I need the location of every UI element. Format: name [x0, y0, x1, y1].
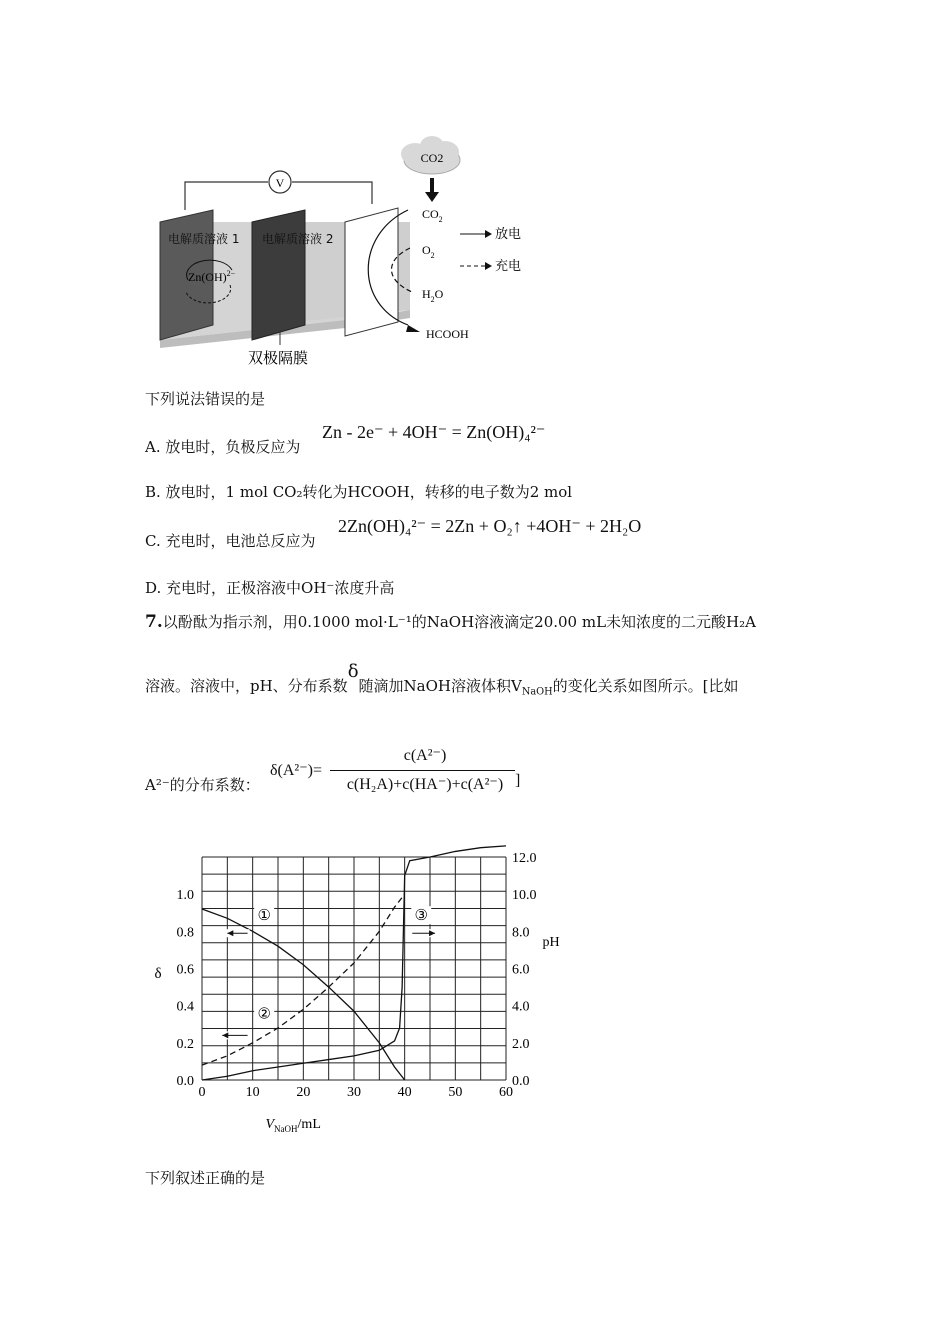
delta-formula-numerator: c(A²⁻): [403, 747, 447, 764]
y-left-tick-label: 0.8: [176, 925, 194, 941]
y-left-tick-label: 0.6: [176, 962, 194, 978]
membrane-label: 双极隔膜: [248, 349, 309, 367]
q7-line-3: A²⁻的分布系数：: [145, 776, 260, 794]
formula-close-bracket: ]: [515, 772, 521, 789]
y-right-tick-label: 2.0: [512, 1036, 530, 1052]
svg-text:V: V: [275, 176, 285, 190]
h2o-label: $H_2O$: [422, 287, 444, 304]
electrolyte-1-label: 电解质溶液 1: [168, 232, 240, 246]
y-right-tick-label: 12.0: [512, 851, 537, 866]
legend-discharge: 放电: [495, 227, 522, 242]
q6-option-d: D. 充电时，正极溶液中OH⁻浓度升高: [145, 579, 395, 597]
q6-option-c-formula: 2Zn(OH)₄²⁻ = 2Zn + O₂↑ +4OH⁻ + 2H₂O: [338, 516, 642, 536]
q7-line-2: 溶液。溶液中，pH、分布系数δ随滴加NaOH溶液体积$V_{NaOH}$的变化关系如图所示。[比如: [145, 661, 739, 698]
legend-charge: 充电: [495, 259, 522, 274]
x-tick-label: 30: [347, 1085, 361, 1100]
co2-cloud-label: CO2: [420, 151, 444, 165]
delta-symbol: δ: [347, 661, 359, 682]
q7-line-1: 7.以酚酞为指示剂，用0.1000 mol·L⁻¹的NaOH溶液滴定20.00 mL未知浓度的二元酸H₂A: [145, 612, 756, 632]
q6-option-a-formula: Zn - 2e⁻ + 4OH⁻ = Zn(OH)₄²⁻: [322, 422, 546, 442]
zincate-label: Zn(OH)$^{2-}$: [188, 269, 236, 284]
y-left-axis-label: δ: [154, 965, 162, 982]
q6-option-c: C. 充电时，电池总反应为: [145, 532, 316, 550]
hcooh-label: HCOOH: [426, 327, 469, 341]
delta-formula-denominator: c(H₂A)+c(HA⁻)+c(A²⁻): [346, 776, 504, 793]
fraction-bar: [330, 770, 515, 771]
y-left-tick-label: 0.2: [176, 1036, 194, 1052]
q7-after-chart: 下列叙述正确的是: [145, 1169, 266, 1187]
y-right-tick-label: 0.0: [512, 1074, 530, 1089]
x-tick-label: 20: [296, 1085, 311, 1100]
x-axis-label: $V_{NaOH}/mL$: [265, 1117, 321, 1134]
q6-option-a: A. 放电时，负极反应为: [145, 438, 301, 456]
y-left-tick-label: 0.4: [176, 999, 194, 1015]
x-tick-label: 10: [245, 1085, 260, 1100]
cathode-electrode: [345, 208, 398, 336]
y-right-tick-label: 10.0: [512, 888, 537, 904]
y-left-tick-label: 1.0: [176, 888, 194, 904]
battery-diagram: [140, 130, 560, 370]
y-right-tick-label: 6.0: [512, 962, 530, 978]
o2-label: $O_2$: [422, 243, 435, 260]
y-right-axis-label: pH: [542, 935, 560, 951]
curve-label-2: ②: [257, 1006, 271, 1023]
x-tick-label: 50: [448, 1085, 463, 1100]
curve-label-1: ①: [257, 908, 271, 925]
x-tick-label: 0: [198, 1085, 206, 1100]
bipolar-membrane: [252, 210, 305, 340]
y-right-tick-label: 8.0: [512, 925, 530, 941]
co2-label: $CO_2$: [422, 207, 443, 224]
y-right-tick-label: 4.0: [512, 999, 530, 1015]
curve-label-3: ③: [414, 908, 428, 925]
titration-chart: [140, 845, 560, 1135]
y-left-tick-label: 0.0: [176, 1074, 194, 1089]
x-tick-label: 40: [397, 1085, 412, 1100]
delta-formula-lhs: δ(A²⁻)=: [270, 762, 323, 779]
q6-stem: 下列说法错误的是: [145, 390, 266, 408]
electrolyte-2-label: 电解质溶液 2: [262, 232, 334, 246]
wire: [185, 182, 268, 210]
x-tick-label: 60: [499, 1085, 513, 1100]
q6-option-b: B. 放电时，1 mol CO₂转化为HCOOH，转移的电子数为2 mol: [145, 483, 573, 501]
